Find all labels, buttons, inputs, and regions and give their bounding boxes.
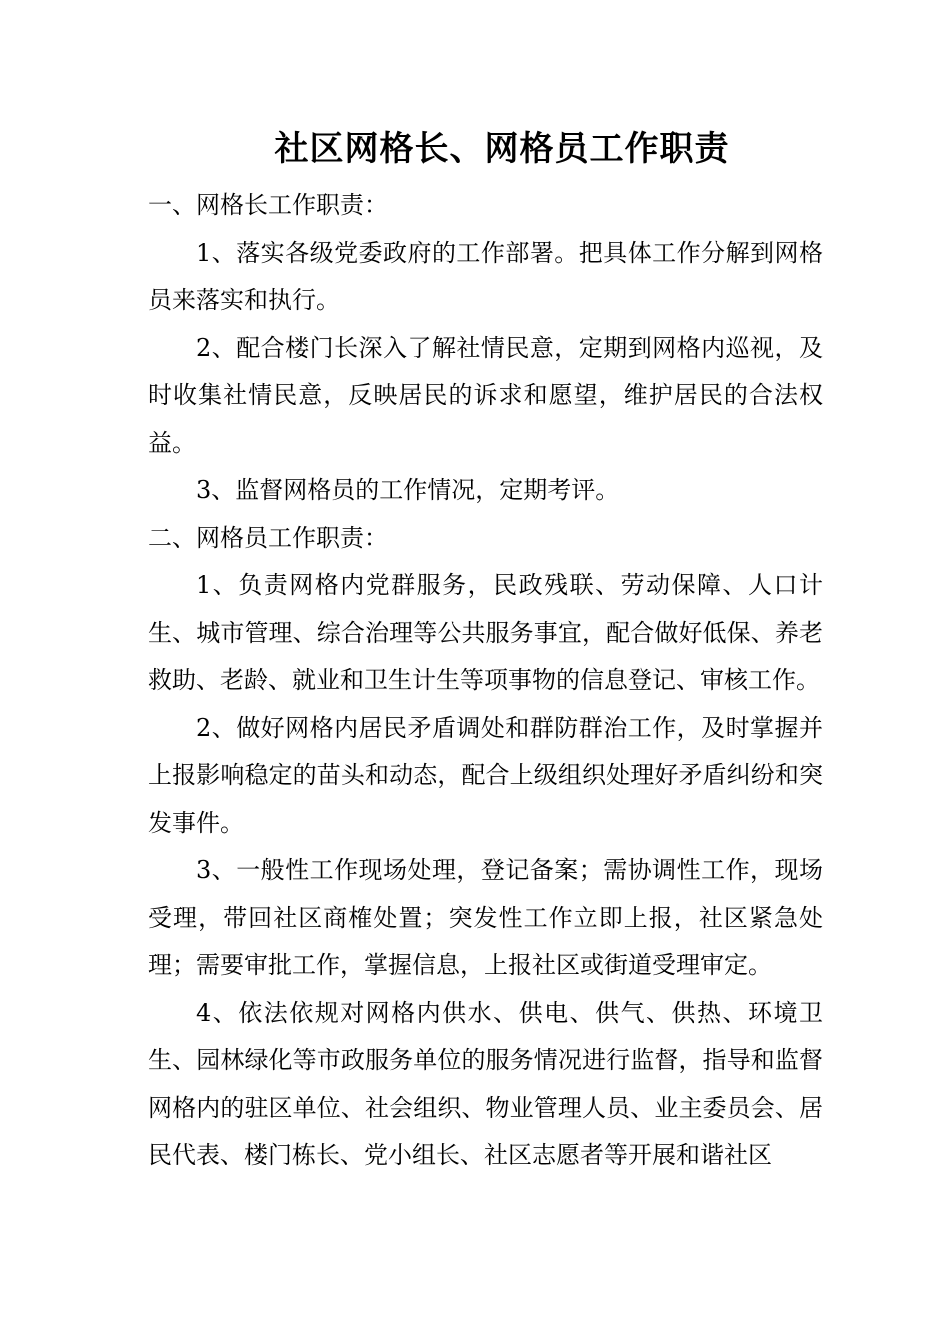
paragraph: 1、负责网格内党群服务，民政残联、劳动保障、人口计生、城市管理、综合治理等公共服务事宜，配合做好低保、养老救助、老龄、就业和卫生计生等项事物的信息登记、审核工作。 [148,571,823,694]
paragraph: 2、做好网格内居民矛盾调处和群防群治工作，及时掌握并上报影响稳定的苗头和动态，配合上级组织处理好矛盾纠纷和突发事件。 [148,713,823,837]
section-heading-2: 二、网格员工作职责： [148,523,388,552]
paragraph: 1、落实各级党委政府的工作部署。把具体工作分解到网格员来落实和执行。 [148,238,823,314]
paragraph: 3、一般性工作现场处理，登记备案；需协调性工作，现场受理，带回社区商榷处置；突发性工作立即上报，社区紧急处理；需要审批工作，掌握信息，上报社区或街道受理审定。 [148,856,823,979]
paragraph: 4、依法依规对网格内供水、供电、供气、供热、环境卫生、园林绿化等市政服务单位的服务情况进行监督，指导和监督网格内的驻区单位、社会组织、物业管理人员、业主委员会、居民代表、楼门栋长、党小组长、社区志愿者等开展和谐社区 [148,998,823,1169]
paragraph: 2、配合楼门长深入了解社情民意，定期到网格内巡视，及时收集社情民意，反映居民的诉求和愿望，维护居民的合法权益。 [148,333,823,457]
document-body [148,182,823,1180]
section-heading-1: 一、网格长工作职责： [148,191,388,219]
document-title: 社区网格长、网格员工作职责 [274,129,730,169]
paragraph: 3、监督网格员的工作情况，定期考评。 [196,476,620,504]
